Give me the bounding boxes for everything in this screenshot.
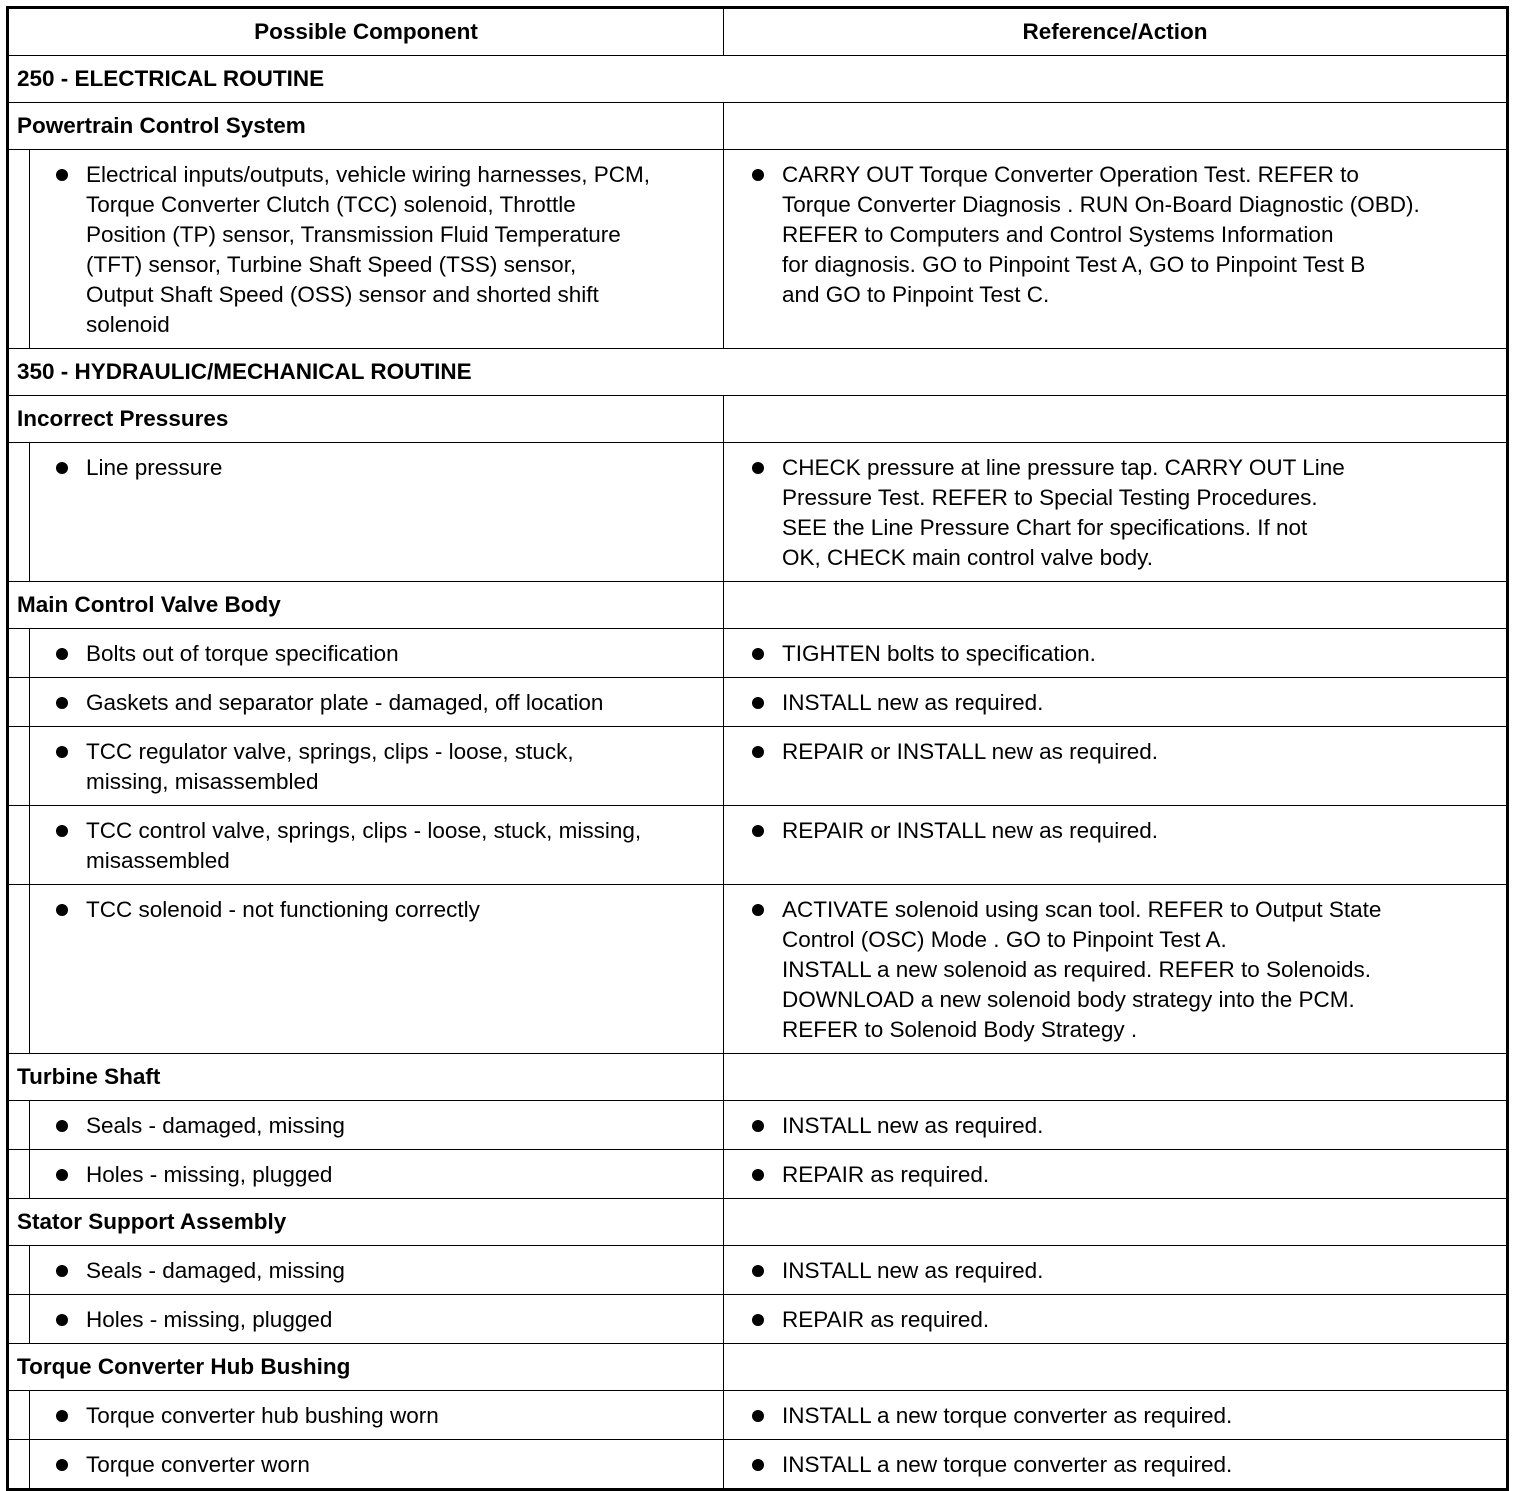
component-cell	[30, 806, 724, 885]
item-row	[8, 806, 1508, 885]
component-cell-line: Bolts out of torque specification	[86, 641, 399, 666]
component-cell-line: misassembled	[86, 848, 230, 873]
component-cell-line: Gaskets and separator plate - damaged, off location	[86, 690, 604, 715]
action-cell-line: CARRY OUT Torque Converter Operation Test. REFER to	[782, 162, 1359, 187]
action-cell-line: REPAIR as required.	[782, 1162, 990, 1187]
component-cell-line: Line pressure	[86, 455, 223, 480]
bullet-icon	[56, 1410, 68, 1422]
bullet-icon	[752, 169, 764, 181]
bullet-icon	[56, 1120, 68, 1132]
action-cell-line: INSTALL new as required.	[782, 1258, 1044, 1283]
bullet-icon	[56, 825, 68, 837]
bullet-icon	[56, 697, 68, 709]
item-row	[8, 150, 1508, 349]
item-row	[8, 1440, 1508, 1490]
action-cell	[724, 1391, 1508, 1440]
action-cell	[724, 885, 1508, 1054]
action-cell	[724, 806, 1508, 885]
item-row	[8, 1150, 1508, 1199]
component-cell	[30, 1101, 724, 1150]
section-title: 350 - HYDRAULIC/MECHANICAL ROUTINE	[8, 349, 1508, 396]
item-row	[8, 629, 1508, 678]
action-cell-line: INSTALL new as required.	[782, 1113, 1044, 1138]
category-name: Turbine Shaft	[8, 1054, 724, 1101]
indent-cell	[8, 1391, 30, 1440]
component-cell-line: Electrical inputs/outputs, vehicle wiring harnesses, PCM,	[86, 162, 650, 187]
action-cell-line: and GO to Pinpoint Test C.	[782, 282, 1050, 307]
category-name: Main Control Valve Body	[8, 582, 724, 629]
category-row	[8, 396, 1508, 443]
category-row	[8, 1199, 1508, 1246]
indent-cell	[8, 1150, 30, 1199]
table-body	[8, 8, 1508, 1490]
bullet-icon	[752, 746, 764, 758]
category-name: Torque Converter Hub Bushing	[8, 1344, 724, 1391]
bullet-icon	[752, 1169, 764, 1181]
indent-cell	[8, 1440, 30, 1490]
bullet-icon	[752, 904, 764, 916]
action-cell	[724, 1295, 1508, 1344]
component-cell-line: Holes - missing, plugged	[86, 1307, 333, 1332]
action-cell-line: TIGHTEN bolts to specification.	[782, 641, 1096, 666]
action-cell-line: SEE the Line Pressure Chart for specifications. If not	[782, 515, 1308, 540]
component-cell-line: Torque Converter Clutch (TCC) solenoid, Throttle	[86, 192, 576, 217]
action-cell-line: INSTALL new as required.	[782, 690, 1044, 715]
component-cell-line: Output Shaft Speed (OSS) sensor and shorted shift	[86, 282, 599, 307]
diagnosis-table	[6, 6, 1509, 1491]
component-cell	[30, 150, 724, 349]
action-cell-line: INSTALL a new torque converter as required.	[782, 1452, 1233, 1477]
item-row	[8, 678, 1508, 727]
action-cell-line: DOWNLOAD a new solenoid body strategy into the PCM.	[782, 987, 1355, 1012]
category-action-empty	[724, 1344, 1508, 1391]
component-cell-line: missing, misassembled	[86, 769, 319, 794]
category-row	[8, 103, 1508, 150]
action-cell-line: INSTALL a new torque converter as required.	[782, 1403, 1233, 1428]
indent-cell	[8, 885, 30, 1054]
category-name: Incorrect Pressures	[8, 396, 724, 443]
component-cell-line: solenoid	[86, 312, 170, 337]
bullet-icon	[56, 904, 68, 916]
component-cell-line: TCC regulator valve, springs, clips - loose, stuck,	[86, 739, 574, 764]
component-cell-line: Seals - damaged, missing	[86, 1113, 345, 1138]
action-cell	[724, 1150, 1508, 1199]
component-cell	[30, 443, 724, 582]
component-cell-line: (TFT) sensor, Turbine Shaft Speed (TSS) sensor,	[86, 252, 577, 277]
item-row	[8, 1391, 1508, 1440]
action-cell-line: REPAIR or INSTALL new as required.	[782, 739, 1158, 764]
section-row	[8, 349, 1508, 396]
action-cell	[724, 150, 1508, 349]
bullet-icon	[56, 169, 68, 181]
component-cell	[30, 678, 724, 727]
action-cell-line: for diagnosis. GO to Pinpoint Test A, GO to Pinpoint Test B	[782, 252, 1366, 277]
component-cell	[30, 885, 724, 1054]
component-cell	[30, 1391, 724, 1440]
action-cell-line: REFER to Computers and Control Systems Information	[782, 222, 1334, 247]
bullet-icon	[752, 1459, 764, 1471]
action-cell	[724, 727, 1508, 806]
bullet-icon	[56, 462, 68, 474]
component-cell-line: TCC solenoid - not functioning correctly	[86, 897, 480, 922]
category-action-empty	[724, 396, 1508, 443]
header-possible-component: Possible Component	[8, 8, 724, 56]
action-cell	[724, 1101, 1508, 1150]
component-cell-line: Torque converter hub bushing worn	[86, 1403, 439, 1428]
bullet-icon	[752, 1314, 764, 1326]
category-name: Powertrain Control System	[8, 103, 724, 150]
bullet-icon	[752, 697, 764, 709]
component-cell-line: Torque converter worn	[86, 1452, 310, 1477]
component-cell-line: Seals - damaged, missing	[86, 1258, 345, 1283]
action-cell	[724, 1440, 1508, 1490]
section-title: 250 - ELECTRICAL ROUTINE	[8, 56, 1508, 103]
category-action-empty	[724, 103, 1508, 150]
component-cell	[30, 727, 724, 806]
action-cell-line: Control (OSC) Mode . GO to Pinpoint Test A.	[782, 927, 1227, 952]
bullet-icon	[752, 462, 764, 474]
item-row	[8, 1295, 1508, 1344]
bullet-icon	[56, 648, 68, 660]
indent-cell	[8, 443, 30, 582]
component-cell	[30, 1150, 724, 1199]
indent-cell	[8, 806, 30, 885]
component-cell	[30, 1440, 724, 1490]
indent-cell	[8, 1101, 30, 1150]
indent-cell	[8, 1295, 30, 1344]
item-row	[8, 727, 1508, 806]
action-cell-line: REPAIR or INSTALL new as required.	[782, 818, 1158, 843]
action-cell-line: REPAIR as required.	[782, 1307, 990, 1332]
action-cell-line: OK, CHECK main control valve body.	[782, 545, 1153, 570]
action-cell-line: CHECK pressure at line pressure tap. CARRY OUT Line	[782, 455, 1345, 480]
indent-cell	[8, 727, 30, 806]
indent-cell	[8, 1246, 30, 1295]
action-cell-line: Torque Converter Diagnosis . RUN On-Board Diagnostic (OBD).	[782, 192, 1420, 217]
bullet-icon	[752, 648, 764, 660]
bullet-icon	[56, 1169, 68, 1181]
section-row	[8, 56, 1508, 103]
action-cell-line: Pressure Test. REFER to Special Testing Procedures.	[782, 485, 1318, 510]
item-row	[8, 1101, 1508, 1150]
bullet-icon	[752, 1410, 764, 1422]
category-name: Stator Support Assembly	[8, 1199, 724, 1246]
category-action-empty	[724, 1054, 1508, 1101]
header-reference-action: Reference/Action	[724, 8, 1508, 56]
action-cell	[724, 443, 1508, 582]
bullet-icon	[56, 1459, 68, 1471]
item-row	[8, 443, 1508, 582]
indent-cell	[8, 150, 30, 349]
bullet-icon	[752, 1120, 764, 1132]
bullet-icon	[56, 1265, 68, 1277]
component-cell	[30, 629, 724, 678]
component-cell-line: TCC control valve, springs, clips - loose, stuck, missing,	[86, 818, 642, 843]
action-cell	[724, 678, 1508, 727]
action-cell	[724, 629, 1508, 678]
header-row	[8, 8, 1508, 56]
component-cell-line: Holes - missing, plugged	[86, 1162, 333, 1187]
component-cell-line: Position (TP) sensor, Transmission Fluid Temperature	[86, 222, 621, 247]
bullet-icon	[56, 746, 68, 758]
bullet-icon	[752, 1265, 764, 1277]
bullet-icon	[752, 825, 764, 837]
action-cell-line: REFER to Solenoid Body Strategy .	[782, 1017, 1138, 1042]
indent-cell	[8, 678, 30, 727]
component-cell	[30, 1295, 724, 1344]
action-cell-line: ACTIVATE solenoid using scan tool. REFER to Output State	[782, 897, 1382, 922]
component-cell	[30, 1246, 724, 1295]
item-row	[8, 1246, 1508, 1295]
indent-cell	[8, 629, 30, 678]
bullet-icon	[56, 1314, 68, 1326]
action-cell-line: INSTALL a new solenoid as required. REFER to Solenoids.	[782, 957, 1372, 982]
action-cell	[724, 1246, 1508, 1295]
category-action-empty	[724, 1199, 1508, 1246]
category-row	[8, 1344, 1508, 1391]
item-row	[8, 885, 1508, 1054]
category-row	[8, 582, 1508, 629]
category-action-empty	[724, 582, 1508, 629]
category-row	[8, 1054, 1508, 1101]
